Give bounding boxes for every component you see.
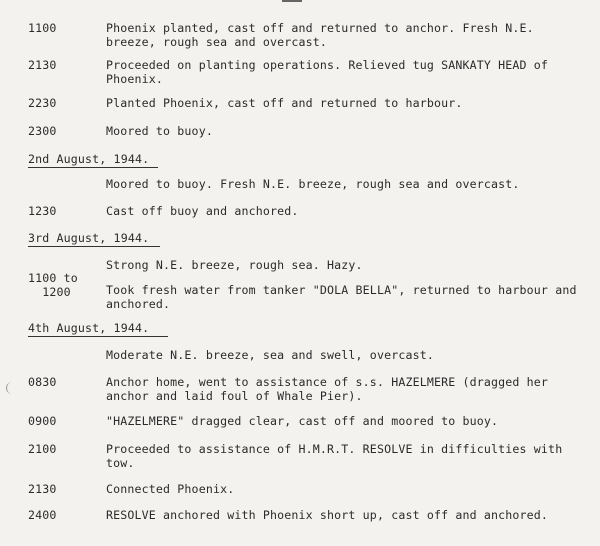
entry-time: 0830 [28, 375, 57, 389]
entry-time: 2300 [28, 124, 57, 138]
date-underline [28, 167, 158, 168]
entry-text: "HAZELMERE" dragged clear, cast off and moored to buoy. [106, 414, 499, 428]
entry-text: Connected Phoenix. [106, 482, 235, 496]
entry-text: Phoenix planted, cast off and returned to anchor. Fresh N.E. breeze, rough sea and overcast. [106, 21, 534, 49]
entry-time: 1230 [28, 204, 57, 218]
margin-mark [6, 382, 14, 394]
entry-time: 2100 [28, 442, 57, 456]
entry-text: Strong N.E. breeze, rough sea. Hazy. [106, 258, 363, 272]
entry-text: Moored to buoy. [106, 124, 213, 138]
page-number-fragment [282, 0, 302, 2]
entry-time: 2400 [28, 508, 57, 522]
date-heading-text: 2nd August, 1944. [28, 152, 150, 166]
entry-text: Cast off buoy and anchored. [106, 204, 299, 218]
entry-time: 2130 [28, 58, 57, 72]
entry-time: 1100 to 1200 [28, 271, 78, 299]
entry-text: Moored to buoy. Fresh N.E. breeze, rough sea and overcast. [106, 177, 520, 191]
entry-time: 2130 [28, 482, 57, 496]
entry-text: RESOLVE anchored with Phoenix short up, cast off and anchored. [106, 508, 549, 522]
entry-text: Proceeded on planting operations. Relieved tug SANKATY HEAD of Phoenix. [106, 58, 549, 86]
date-underline [28, 336, 168, 337]
date-underline [28, 246, 160, 247]
entry-text: Moderate N.E. breeze, sea and swell, overcast. [106, 348, 434, 362]
date-heading-text: 4th August, 1944. [28, 321, 150, 335]
entry-time: 0900 [28, 414, 57, 428]
entry-text: Anchor home, went to assistance of s.s. HAZELMERE (dragged her anchor and laid foul of Whale Pier). [106, 375, 549, 403]
entry-time: 1100 [28, 21, 57, 35]
entry-text: Planted Phoenix, cast off and returned to harbour. [106, 96, 463, 110]
date-heading-text: 3rd August, 1944. [28, 231, 150, 245]
entry-text: Took fresh water from tanker "DOLA BELLA", returned to harbour and anchored. [106, 283, 577, 311]
entry-time: 2230 [28, 96, 57, 110]
entry-text: Proceeded to assistance of H.M.R.T. RESOLVE in difficulties with tow. [106, 442, 563, 470]
